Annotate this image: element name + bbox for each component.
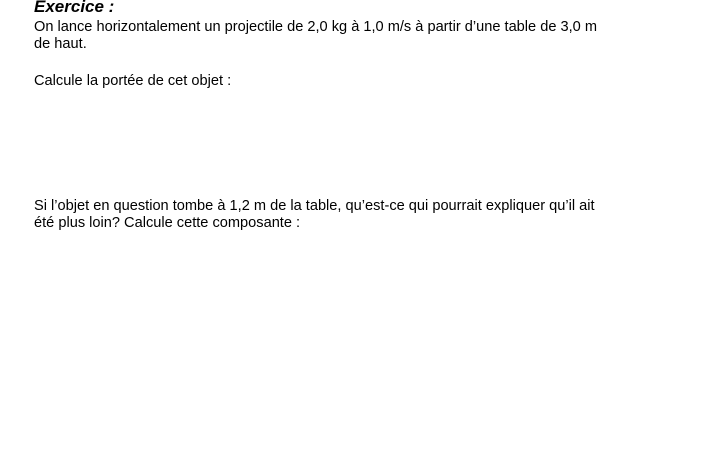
question-1-text: Calcule la portée de cet objet : xyxy=(34,73,232,89)
statement-line-1: On lance horizontalement un projectile de 2,0 kg à 1,0 m/s à partir d’une table de 3,0 m xyxy=(34,19,597,35)
exercise-statement xyxy=(34,19,654,53)
question-2 xyxy=(34,198,654,232)
question-2-line-2: été plus loin? Calcule cette composante : xyxy=(34,215,301,231)
statement-line-2: de haut. xyxy=(34,36,87,52)
question-1 xyxy=(34,73,654,90)
question-2-line-1: Si l’objet en question tombe à 1,2 m de la table, qu’est-ce qui pourrait expliquer qu’il ait xyxy=(34,198,595,214)
exercise-title: Exercice : xyxy=(34,0,115,16)
